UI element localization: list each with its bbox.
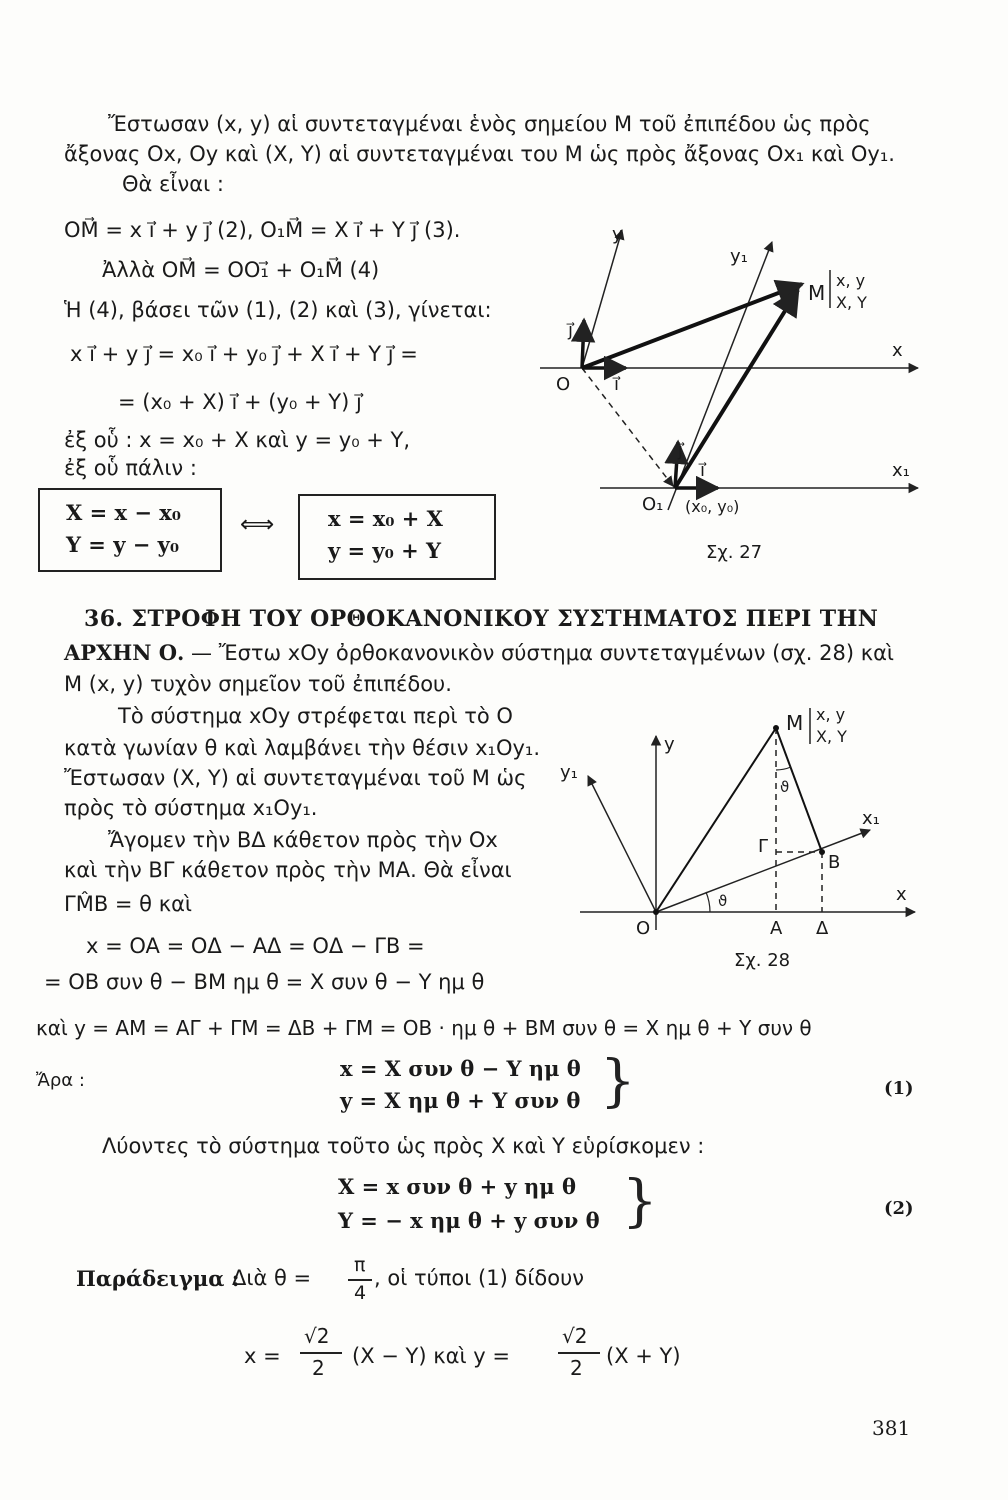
label-M: M: [786, 711, 804, 735]
fraction-numerator: √2: [304, 1324, 330, 1348]
equation-number: (2): [884, 1198, 914, 1219]
equation-line: = (x₀ + X) i⃗ + (y₀ + Y) j⃗: [118, 390, 362, 414]
label-A: A: [770, 918, 783, 939]
vector-OM: [582, 284, 802, 368]
paragraph-line: ΓM̂B = θ καὶ: [64, 892, 193, 916]
angle-arc-M: [776, 767, 791, 770]
formula-box-right-row: x = x₀ + X: [328, 506, 443, 531]
label-xy: x, y: [816, 705, 846, 724]
formula-box-right-row: y = y₀ + Y: [328, 538, 442, 563]
figure-27: [540, 220, 940, 580]
label-j-o1: j⃗: [678, 440, 684, 461]
system-label: Ἄρα :: [36, 1070, 85, 1091]
fraction-denominator: 2: [570, 1356, 583, 1380]
label-y: y: [612, 224, 623, 245]
equation-line: Ἀλλὰ OM⃗ = OO₁⃗ + O₁M⃗ (4): [102, 258, 380, 282]
label-O: O: [556, 374, 571, 395]
system-row: y = X ημ θ + Y συν θ: [340, 1088, 581, 1113]
label-D: Δ: [816, 918, 829, 939]
point-O: [653, 909, 659, 915]
derivation-line: καὶ y = AM = AΓ + ΓM = ΔB + ΓM = OB · ημ θ + BM συν θ = X ημ θ + Y συν θ: [36, 1016, 812, 1040]
paragraph-line: ἄξονας Ox, Oy καὶ (X, Y) αἱ συντεταγμέναι του Μ ὡς πρὸς ἄξονας Ox₁ καὶ Oy₁.: [64, 142, 895, 166]
paragraph-line: Ἄγομεν τὴν ΒΔ κάθετον πρὸς τὴν Ox: [108, 828, 498, 852]
example-text: Διὰ θ =: [232, 1266, 312, 1290]
label-i: i⃗: [614, 374, 620, 395]
label-theta-origin: ϑ: [718, 892, 728, 910]
paragraph-line: Μ (x, y) τυχὸν σημεῖον τοῦ ἐπιπέδου.: [64, 672, 452, 696]
unit-vector-j: [582, 320, 584, 368]
equation-line: ἐξ οὗ πάλιν :: [64, 456, 197, 480]
section-heading: 36. ΣΤΡΟΦΗ ΤΟΥ ΟΡΘΟΚΑΝΟΝΙΚΟΥ ΣΥΣΤΗΜΑΤΟΣ ΠΕΡΙ ΤΗΝ: [84, 606, 879, 632]
paragraph-line: Τὸ σύστημα xOy στρέφεται περὶ τὸ O: [118, 704, 513, 728]
formula-box-left-row: X = x − x₀: [66, 500, 181, 525]
equation-number: (1): [884, 1078, 914, 1099]
label-XY: X, Y: [836, 293, 867, 312]
y1-axis: [588, 776, 656, 912]
derivation-line: x = OA = OΔ − AΔ = OΔ − ΓB =: [86, 934, 425, 958]
right-brace: }: [600, 1049, 636, 1114]
label-y1: y₁: [730, 246, 748, 267]
label-O1: O₁: [642, 494, 664, 515]
paragraph-line: πρὸς τὸ σύστημα x₁Oy₁.: [64, 796, 318, 820]
label-y: y: [664, 734, 675, 755]
equation-line: x i⃗ + y j⃗ = x₀ i⃗ + y₀ j⃗ + X i⃗ + Y j⃗ =: [70, 342, 418, 366]
fraction-denominator: 2: [312, 1356, 325, 1380]
fraction-bar: [300, 1352, 342, 1354]
label-y1: y₁: [560, 762, 578, 783]
equation-line: Ἡ (4), βάσει τῶν (1), (2) καὶ (3), γίνεται:: [64, 298, 492, 322]
paragraph-line: Ἔστωσαν (x, y) αἱ συντεταγμέναι ἑνὸς σημείου Μ τοῦ ἐπιπέδου ὡς πρὸς: [108, 112, 871, 136]
example-formula: x =: [244, 1344, 281, 1368]
fraction-denominator: 4: [354, 1282, 367, 1304]
label-O: O: [636, 918, 651, 939]
point-M: [773, 725, 779, 731]
label-x: x: [896, 884, 907, 905]
label-i-o1: i⃗: [700, 460, 706, 481]
example-formula: (X + Y): [606, 1344, 681, 1368]
system-row: x = X συν θ − Y ημ θ: [340, 1056, 581, 1081]
label-theta-M: ϑ: [780, 778, 790, 796]
paragraph-line: κατὰ γωνίαν θ καὶ λαμβάνει τὴν θέσιν x₁Oy₁.: [64, 736, 541, 760]
label-M: M: [808, 281, 826, 305]
vector-O1M: [675, 290, 798, 488]
label-x1: x₁: [892, 460, 910, 481]
section-heading-label: ΑΡΧΗΝ Ο.: [64, 640, 185, 665]
example-label: Παράδειγμα :: [76, 1266, 240, 1291]
paragraph-line: Θὰ εἶναι :: [122, 172, 224, 196]
label-G: Γ: [758, 836, 769, 857]
label-j: j⃗: [568, 320, 574, 341]
figure-caption: Σχ. 27: [706, 542, 763, 563]
point-B: [819, 849, 825, 855]
equation-line: ἐξ οὗ : x = x₀ + X καὶ y = y₀ + Y,: [64, 428, 411, 452]
label-xy: x, y: [836, 271, 866, 290]
angle-arc-origin: [706, 892, 710, 912]
example-text: , οἱ τύποι (1) δίδουν: [374, 1266, 584, 1290]
equation-line: OM⃗ = x i⃗ + y j⃗ (2), O₁M⃗ = X i⃗ + Y j⃗ (3).: [64, 218, 461, 242]
vector-OO1: [582, 368, 673, 486]
section-heading-text: — Ἔστω xOy ὀρθοκανονικὸν σύστημα συντεταγμένων (σχ. 28) καὶ: [191, 641, 895, 665]
figure-28: [560, 700, 930, 980]
formula-box-left-row: Y = y − y₀: [66, 532, 180, 557]
label-XY: X, Y: [816, 727, 847, 746]
fraction-bar: [558, 1352, 600, 1354]
fraction-numerator: √2: [562, 1324, 588, 1348]
right-brace: }: [622, 1169, 658, 1234]
segment-OM: [656, 728, 776, 912]
label-x1: x₁: [862, 808, 880, 829]
y-axis: [582, 230, 622, 368]
system-row: X = x συν θ + y ημ θ: [338, 1174, 576, 1199]
system-row: Y = − x ημ θ + y συν θ: [338, 1208, 600, 1233]
paragraph-line: Ἔστωσαν (X, Y) αἱ συντεταγμέναι τοῦ Μ ὡς: [64, 766, 527, 790]
fraction-numerator: π: [354, 1254, 366, 1276]
paragraph-line: καὶ τὴν ΒΓ κάθετον πρὸς τὴν ΜΑ. Θὰ εἶναι: [64, 858, 512, 882]
fraction-bar: [348, 1279, 372, 1281]
y1-axis: [668, 242, 772, 510]
section-heading-line: [64, 640, 894, 666]
figure-caption: Σχ. 28: [734, 950, 791, 971]
label-x0y0: (x₀, y₀): [685, 497, 740, 516]
example-formula: (X − Y) καὶ y =: [352, 1344, 510, 1368]
page-number: 381: [872, 1416, 911, 1440]
paragraph-line: Λύοντες τὸ σύστημα τοῦτο ὡς πρὸς X καὶ Y εὑρίσκομεν :: [102, 1134, 705, 1158]
derivation-line: = OB συν θ − BM ημ θ = X συν θ − Y ημ θ: [44, 970, 485, 994]
label-x: x: [892, 340, 903, 361]
equivalence-arrow: ⟺: [240, 510, 275, 538]
label-B: B: [828, 852, 841, 873]
